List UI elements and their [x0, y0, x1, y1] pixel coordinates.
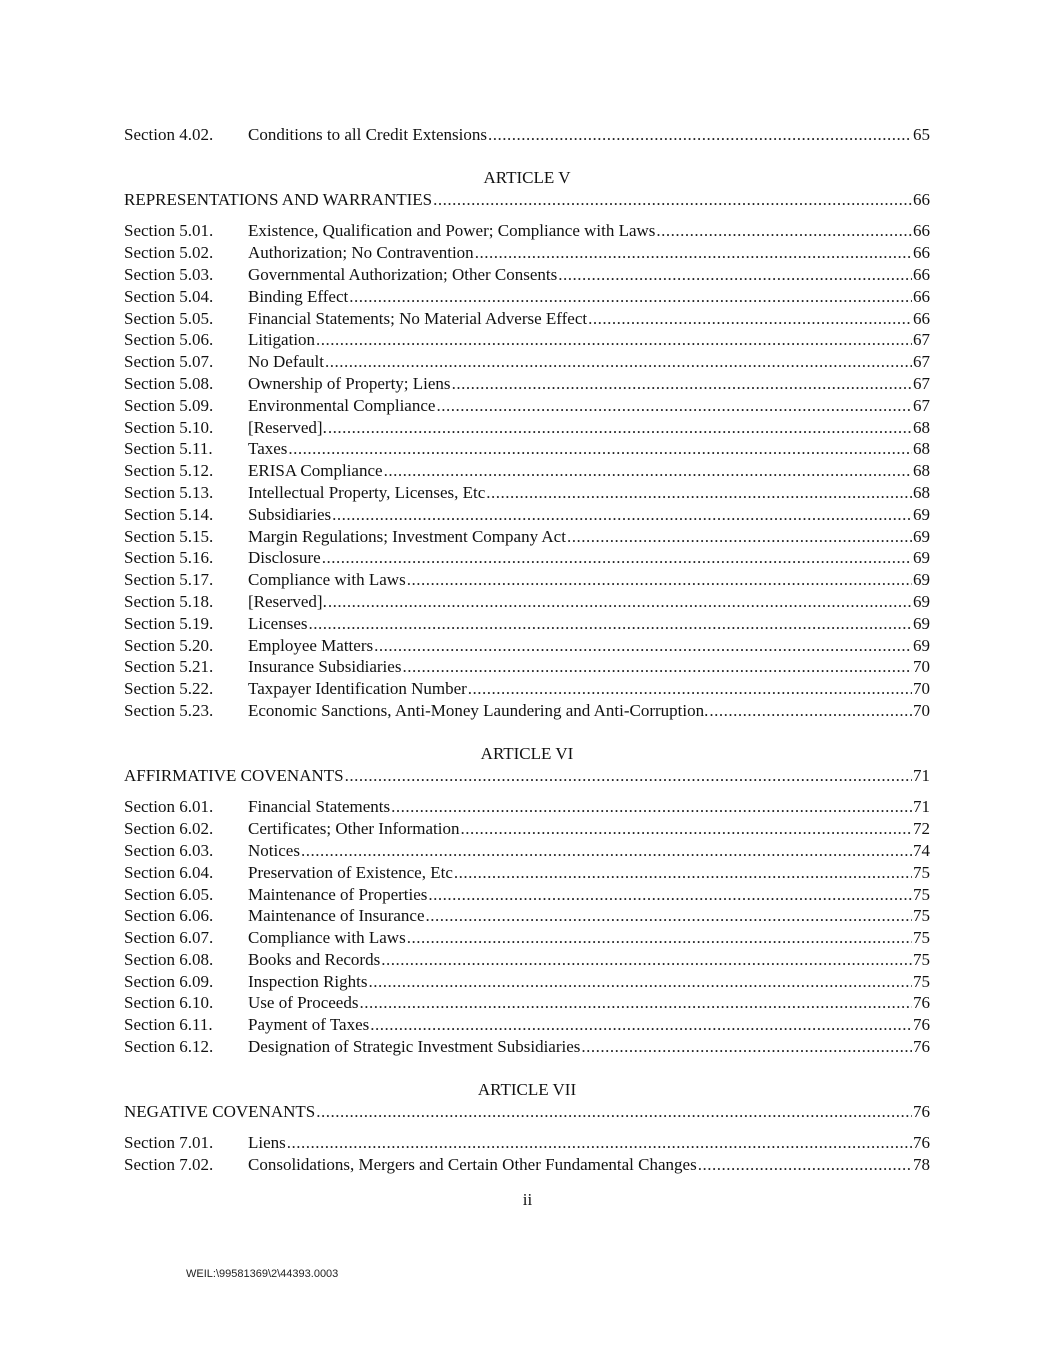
section-title: Licenses [248, 613, 308, 633]
toc-section-row[interactable] [124, 351, 930, 373]
section-title: Payment of Taxes [248, 1015, 370, 1035]
section-title: Economic Sanctions, Anti-Money Laundering and Anti-Corruption. [248, 700, 709, 720]
section-number: Section 5.01. [124, 221, 214, 241]
dot-leader [368, 971, 912, 993]
dot-leader [486, 482, 912, 504]
section-number: Section 5.17. [124, 570, 214, 590]
section-title: Existence, Qualification and Power; Compliance with Laws [248, 221, 656, 241]
page-number: 75 [913, 884, 930, 904]
dot-leader [488, 124, 912, 146]
dot-leader [370, 1014, 912, 1036]
page-number: 68 [913, 482, 930, 502]
section-title: Maintenance of Insurance [248, 906, 425, 926]
dot-leader [316, 329, 912, 351]
dot-leader [698, 1154, 912, 1176]
page-number: 70 [913, 657, 930, 677]
section-title: Liens [248, 1133, 286, 1153]
page-number: 67 [913, 395, 930, 415]
section-number: Section 6.12. [124, 1037, 214, 1057]
toc-section-row[interactable] [124, 395, 930, 417]
page-number: 69 [913, 526, 930, 546]
section-title: Employee Matters [248, 635, 374, 655]
section-title: Subsidiaries [248, 504, 332, 524]
section-number: Section 5.23. [124, 700, 214, 720]
section-number: Section 5.19. [124, 613, 214, 633]
section-number: Section 5.16. [124, 548, 214, 568]
section-title: Designation of Strategic Investment Subsidiaries [248, 1037, 581, 1057]
toc-section-row[interactable] [124, 286, 930, 308]
page-number: 66 [913, 264, 930, 284]
toc-section-row[interactable] [124, 678, 930, 700]
dot-leader [468, 678, 912, 700]
dot-leader [328, 591, 912, 613]
toc-section-row[interactable] [124, 1154, 930, 1176]
dot-leader [426, 905, 912, 927]
section-number: Section 7.02. [124, 1155, 214, 1175]
toc-section-row[interactable] [124, 971, 930, 993]
toc-section-row[interactable] [124, 992, 930, 1014]
page-number: 76 [913, 1101, 930, 1121]
dot-leader [316, 1101, 912, 1123]
section-number: Section 5.10. [124, 417, 214, 437]
dot-leader [328, 417, 912, 439]
section-title: [Reserved]. [248, 417, 327, 437]
toc-section-row[interactable] [124, 949, 930, 971]
toc-section-row[interactable] [124, 700, 930, 722]
dot-leader [460, 818, 912, 840]
section-title: Disclosure [248, 548, 321, 568]
dot-leader [359, 992, 912, 1014]
article-heading: ARTICLE V [483, 167, 571, 187]
toc-section-row[interactable] [124, 264, 930, 286]
dot-leader [558, 264, 912, 286]
toc-section-row[interactable] [124, 460, 930, 482]
dot-leader [475, 242, 912, 264]
toc-section-row[interactable] [124, 504, 930, 526]
section-title: Ownership of Property; Liens [248, 373, 451, 393]
dot-leader [391, 796, 912, 818]
section-title: Consolidations, Mergers and Certain Other Fundamental Changes [248, 1155, 697, 1175]
dot-leader [581, 1036, 912, 1058]
section-number: Section 6.11. [124, 1015, 213, 1035]
dot-leader [381, 949, 912, 971]
section-number: Section 5.14. [124, 504, 214, 524]
section-number: Section 5.21. [124, 657, 214, 677]
section-number: Section 5.18. [124, 591, 214, 611]
page-number: 65 [913, 125, 930, 144]
dot-leader [588, 308, 912, 330]
section-number: Section 5.12. [124, 461, 214, 481]
article-title: REPRESENTATIONS AND WARRANTIES [124, 189, 433, 209]
section-title: Governmental Authorization; Other Consents [248, 264, 558, 284]
section-title: Financial Statements [248, 797, 391, 817]
toc-section-row[interactable] [124, 884, 930, 906]
section-title: No Default [248, 352, 325, 372]
dot-leader [407, 927, 912, 949]
page-number: 68 [913, 417, 930, 437]
page-number: 69 [913, 613, 930, 633]
toc-section-row[interactable] [124, 1132, 930, 1154]
dot-leader [407, 569, 912, 591]
dot-leader [428, 884, 912, 906]
dot-leader [288, 438, 912, 460]
section-title: Use of Proceeds [248, 993, 359, 1013]
toc-section-row[interactable] [124, 124, 930, 146]
section-number: Section 5.22. [124, 679, 214, 699]
page-number: 69 [913, 635, 930, 655]
page-number: 67 [913, 373, 930, 393]
toc-section-row[interactable] [124, 569, 930, 591]
article-title: AFFIRMATIVE COVENANTS [124, 765, 344, 785]
page-number: 75 [913, 971, 930, 991]
section-number: Section 6.02. [124, 819, 214, 839]
toc-section-row[interactable] [124, 927, 930, 949]
page-number: 72 [913, 819, 930, 839]
section-title: Notices [248, 840, 300, 860]
section-number: Section 6.10. [124, 993, 214, 1013]
section-number: Section 5.20. [124, 635, 214, 655]
section-title: Litigation [248, 330, 316, 350]
page-number: 75 [913, 949, 930, 969]
toc-section-row[interactable] [124, 591, 930, 613]
page-number: 67 [913, 352, 930, 372]
page-number: 66 [913, 243, 930, 263]
page-number: 76 [913, 1133, 930, 1153]
section-title: Intellectual Property, Licenses, Etc [248, 482, 486, 502]
page-number: 66 [913, 189, 930, 209]
section-title: Margin Regulations; Investment Company Act [248, 526, 566, 546]
toc-section-row[interactable] [124, 547, 930, 569]
page-number: 69 [913, 591, 930, 611]
toc-section-row[interactable] [124, 796, 930, 818]
page-number: 75 [913, 862, 930, 882]
toc-section-row[interactable] [124, 417, 930, 439]
page-number: 69 [913, 548, 930, 568]
toc-section-row[interactable] [124, 656, 930, 678]
page-number: 75 [913, 906, 930, 926]
dot-leader [301, 840, 912, 862]
section-number: Section 5.08. [124, 373, 214, 393]
section-title: Compliance with Laws [248, 928, 406, 948]
page-number: 76 [913, 1037, 930, 1057]
section-title: Taxpayer Identification Number [248, 679, 467, 699]
dot-leader [454, 862, 912, 884]
toc-section-row[interactable] [124, 242, 930, 264]
toc-section-row[interactable] [124, 862, 930, 884]
page-number: 66 [913, 286, 930, 306]
section-number: Section 6.07. [124, 928, 214, 948]
page-number: 68 [913, 439, 930, 459]
section-number: Section 5.05. [124, 308, 214, 328]
page-number: 76 [913, 1015, 930, 1035]
toc-section-row[interactable] [124, 1014, 930, 1036]
dot-leader [349, 286, 912, 308]
dot-leader [308, 613, 912, 635]
toc-article-row[interactable] [124, 189, 930, 211]
section-number: Section 6.03. [124, 840, 214, 860]
dot-leader [436, 395, 912, 417]
section-number: Section 5.06. [124, 330, 214, 350]
section-title: Certificates; Other Information [248, 819, 460, 839]
section-number: Section 6.05. [124, 884, 214, 904]
section-number: Section 5.04. [124, 286, 214, 306]
dot-leader [567, 526, 912, 548]
section-title: Conditions to all Credit Extensions [248, 125, 487, 144]
section-title: Insurance Subsidiaries [248, 657, 402, 677]
section-number: Section 6.04. [124, 862, 214, 882]
section-number: Section 6.01. [124, 797, 214, 817]
section-number: Section 5.07. [124, 352, 214, 372]
section-title: Compliance with Laws [248, 570, 406, 590]
section-title: Taxes [248, 439, 288, 459]
section-title: Books and Records [248, 949, 381, 969]
section-number: Section 7.01. [124, 1133, 214, 1153]
page-number: 75 [913, 928, 930, 948]
section-title: Authorization; No Contravention [248, 243, 474, 263]
section-number: Section 5.02. [124, 243, 214, 263]
page-number: 70 [913, 679, 930, 699]
toc-section-row[interactable] [124, 818, 930, 840]
dot-leader [656, 220, 912, 242]
article-heading: ARTICLE VI [480, 743, 574, 763]
section-title: Environmental Compliance [248, 395, 436, 415]
page-number: 70 [913, 700, 930, 720]
toc-section-row[interactable] [124, 373, 930, 395]
toc-section-row[interactable] [124, 635, 930, 657]
section-title: Financial Statements; No Material Adverse Effect [248, 308, 588, 328]
section-number: Section 6.06. [124, 906, 214, 926]
toc-section-row[interactable] [124, 1036, 930, 1058]
section-number: Section 4.02. [124, 125, 214, 144]
article-title: NEGATIVE COVENANTS [124, 1101, 316, 1121]
dot-leader [374, 635, 912, 657]
dot-leader [322, 547, 912, 569]
dot-leader [452, 373, 912, 395]
footer-page-number: ii [522, 1190, 533, 1209]
toc-section-row[interactable] [124, 220, 930, 242]
toc-section-row[interactable] [124, 613, 930, 635]
page-number: 68 [913, 461, 930, 481]
section-title: [Reserved]. [248, 591, 327, 611]
toc-section-row[interactable] [124, 329, 930, 351]
dot-leader [345, 765, 912, 787]
page-number: 71 [913, 797, 930, 817]
section-title: ERISA Compliance [248, 461, 383, 481]
document-id: WEIL:\99581369\2\44393.0003 [186, 1268, 339, 1280]
toc-section-row[interactable] [124, 526, 930, 548]
section-number: Section 5.09. [124, 395, 214, 415]
page-number: 69 [913, 570, 930, 590]
article-heading: ARTICLE VII [477, 1079, 577, 1099]
toc-article-row[interactable] [124, 765, 930, 787]
dot-leader [384, 460, 912, 482]
toc-section-row[interactable] [124, 840, 930, 862]
page-number: 71 [913, 765, 930, 785]
section-title: Maintenance of Properties [248, 884, 428, 904]
dot-leader [709, 700, 912, 722]
toc-section-row[interactable] [124, 438, 930, 460]
section-number: Section 5.03. [124, 264, 214, 284]
page-number: 66 [913, 308, 930, 328]
section-number: Section 6.09. [124, 971, 214, 991]
toc-section-row[interactable] [124, 905, 930, 927]
section-number: Section 6.08. [124, 949, 214, 969]
toc-section-row[interactable] [124, 482, 930, 504]
section-title: Inspection Rights [248, 971, 368, 991]
page-number: 76 [913, 993, 930, 1013]
section-number: Section 5.15. [124, 526, 214, 546]
dot-leader [332, 504, 912, 526]
section-number: Section 5.13. [124, 482, 214, 502]
dot-leader [402, 656, 912, 678]
dot-leader [287, 1132, 912, 1154]
page-number: 78 [913, 1155, 930, 1175]
table-of-contents [124, 124, 930, 1176]
page-number: 69 [913, 504, 930, 524]
dot-leader [325, 351, 912, 373]
section-title: Preservation of Existence, Etc [248, 862, 453, 882]
section-number: Section 5.11. [124, 439, 213, 459]
page-number: 67 [913, 330, 930, 350]
toc-article-row[interactable] [124, 1101, 930, 1123]
page-number: 66 [913, 221, 930, 241]
dot-leader [433, 189, 912, 211]
section-title: Binding Effect [248, 286, 349, 306]
toc-section-row[interactable] [124, 308, 930, 330]
page-number: 74 [913, 840, 930, 860]
